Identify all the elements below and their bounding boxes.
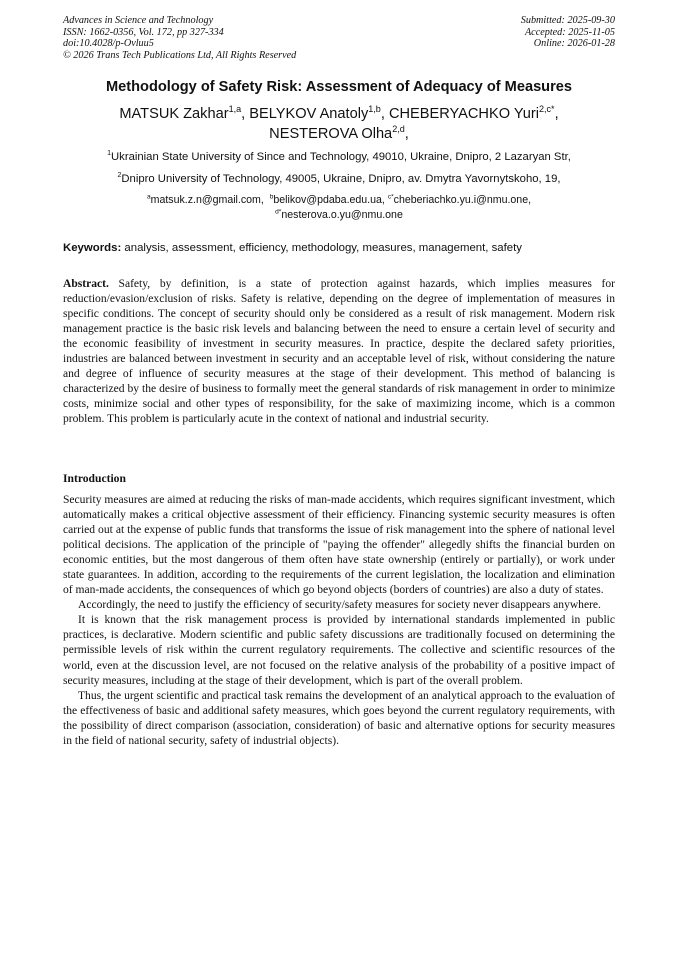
- paragraph: It is known that the risk management process is provided by international standards implemented in public practices, is declarative. Modern scientific and public safety discussions are traditionally focused on determining the permissible levels of risk within the current regulatory requirements. The collective and scientific resources of the world, even at the discussion level, are not focused on the relative analysis of the probability of a positive impact of security measures, including at the stage of their development, which is part of the overall problem.: [63, 614, 615, 687]
- submitted-date: Submitted: 2025-09-30: [520, 15, 615, 26]
- paper-title: Methodology of Safety Risk: Assessment of Adequacy of Measures: [105, 79, 573, 95]
- journal-header-left: [63, 15, 296, 61]
- issn-line: ISSN: 1662-0356, Vol. 172, pp 327-334: [63, 26, 224, 38]
- keywords-line: [63, 242, 623, 254]
- email: $^b$belikov@pdaba.edu.ua,: [269, 193, 385, 206]
- author: MATSUK Zakhar$^{1,a}$,: [119, 104, 250, 122]
- author: BELYKOV Anatoly$^{1,b}$,: [249, 104, 389, 122]
- email-list: [0, 193, 678, 222]
- paragraph: Security measures are aimed at reducing the risks of man-made accidents, which requires significant investment, which automatically makes a critical objective assessment of their efficiency. Financing systemic security measures is often carried out at the expense of public funds that transforms the issue of risk management into the sphere of national level political decisions. The application of the principle of "paying the offender" allegedly shifts the financial burden on economic entities, but the most dangerous of them often have state ownership (entirely or partially), or work under state guarantees. In addition, according to the requirements of the current legislation, the localization and elimination of man-made accidents, the consequences of which go beyond objects (borders of countries) are also a duty of states.: [63, 494, 615, 597]
- author: CHEBERYACHKO Yuri$^{2,c*}$,: [388, 104, 559, 122]
- email: $^{d*}$nesterova.o.yu@nmu.one: [275, 207, 403, 221]
- doi-line: doi:10.4028/p-Ovluu5: [63, 38, 154, 50]
- copyright-line: © 2026 Trans Tech Publications Ltd, All Rights Reserved: [63, 49, 297, 61]
- section-heading-introduction: Introduction: [63, 472, 126, 485]
- accepted-date: Accepted: 2025-11-05: [524, 26, 615, 38]
- abstract-label: Abstract.: [63, 278, 109, 290]
- author-list: [60, 104, 618, 144]
- paragraph: Accordingly, the need to justify the efficiency of security/safety measures for society never disappears anywhere.: [78, 599, 601, 612]
- online-date: Online: 2026-01-28: [533, 38, 615, 50]
- introduction-body: [63, 493, 615, 749]
- paragraph: Thus, the urgent scientific and practical task remains the development of an analytical approach to the evaluation of the effectiveness of basic and additional safety measures, which goes beyond the current regulatory requirements, with the possibility of direct comparison (association, consideration) of basic and alternative options for security measures in the field of national security, safety of industrial objects).: [63, 689, 615, 747]
- keywords-label: Keywords:: [63, 242, 122, 254]
- abstract-text: Safety, by definition, is a state of protection against hazards, which implies measures for reduction/evasion/exclusion of risks. Safety is relative, depending on the degree of implementation of measures in specific conditions. The concept of security should only be considered as a result of risk management. Modern risk management practice is the basic risk levels and balancing between the need to ensure a certain level of security and the economic feasibility of investment in security measures. In practice, despite the declared safety priorities, industries are balanced between investment in security and an acceptable level of risk, without considering the nature and degree of influence of security measures at the stage of their development. This method of balancing is characterized by the desire of business to formally meet the general standards of risk management in order to minimize costs, minimize social and other types of responsibility, for the sake of maximizing income, which is a common problem. This problem is particularly acute in the context of national and industrial security.: [63, 278, 615, 426]
- journal-header-right: [521, 15, 615, 50]
- affiliation-1: $^1$Ukrainian State University of Since and Technology, 49010, Ukraine, Dnipro, 2 Lazaryan Str,: [107, 150, 571, 163]
- abstract: [63, 277, 615, 427]
- journal-name: Advances in Science and Technology: [63, 15, 214, 26]
- email: $^a$matsuk.z.n@gmail.com,: [146, 193, 264, 206]
- affiliation-2: $^2$Dnipro University of Technology, 49005, Ukraine, Dnipro, av. Dmytra Yavornytskoho, 19,: [117, 172, 561, 185]
- email: $^{c*}$cheberiachko.yu.i@nmu.one,: [387, 193, 532, 206]
- keywords-text: analysis, assessment, efficiency, methodology, measures, management, safety: [124, 242, 523, 254]
- author: NESTEROVA Olha$^{2,d}$,: [269, 124, 409, 142]
